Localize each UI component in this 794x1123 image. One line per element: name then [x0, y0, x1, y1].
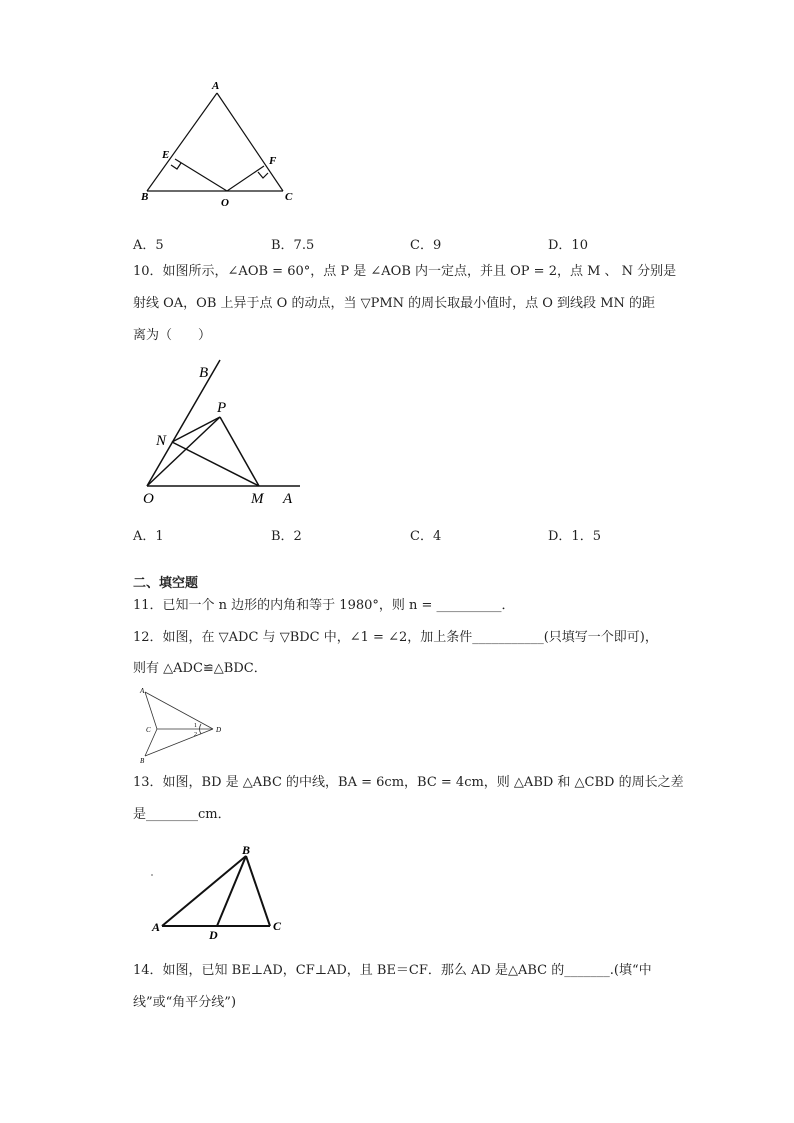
- q10-option-d: D．1．5: [548, 529, 601, 544]
- q9-label-a: A: [212, 80, 220, 92]
- q12-label-d: D: [216, 726, 222, 734]
- q9-label-o: O: [221, 197, 229, 209]
- q9-option-c: C．9: [410, 238, 442, 253]
- q10-line-1: 10．如图所示，∠AOB = 60°，点 P 是 ∠AOB 内一定点，并且 OP = 2，点 M 、 N 分别是: [133, 264, 677, 279]
- section-heading: 二、填空题: [133, 576, 199, 591]
- q12-line-1: 12．如图，在 ▽ADC 与 ▽BDC 中，∠1 = ∠2，加上条件___________(只填写一个即可)，: [133, 630, 658, 645]
- q12-label-1: 1: [194, 723, 197, 729]
- q10-label-p: P: [217, 400, 227, 416]
- q9-label-b: B: [141, 191, 149, 203]
- q12-label-2: 2: [194, 732, 197, 738]
- q12-label-a: A: [140, 687, 145, 695]
- q10-line-3: 离为（ ）: [133, 328, 212, 343]
- q12-kite-figure: [135, 684, 230, 766]
- q14-line-2: 线”或“角平分线”): [133, 995, 237, 1010]
- q9-label-e: E: [162, 149, 170, 161]
- q14-line-1: 14．如图，已知 BE⊥AD，CF⊥AD，且 BE＝CF．那么 AD 是△ABC 的_______.(填“中: [133, 963, 652, 978]
- q10-label-b: B: [199, 365, 209, 381]
- q10-option-b: B．2: [271, 529, 302, 544]
- q10-line-2: 射线 OA，OB 上异于点 O 的动点，当 ▽PMN 的周长取最小值时，点 O 到线段 MN 的距: [133, 296, 656, 311]
- q9-label-c: C: [285, 191, 293, 203]
- q10-angle-figure: [135, 355, 310, 515]
- q9-option-a: A．5: [133, 238, 164, 253]
- q9-option-d: D．10: [548, 238, 588, 253]
- q13-line-1: 13．如图，BD 是 △ABC 的中线，BA = 6cm，BC = 4cm，则 △ABD 和 △CBD 的周长之差: [133, 775, 684, 790]
- q13-line-2: 是________cm．: [133, 807, 231, 822]
- q10-option-a: A．1: [133, 529, 164, 544]
- q13-label-b: B: [242, 843, 251, 857]
- q10-label-o: O: [143, 491, 154, 507]
- q12-label-c: C: [146, 726, 151, 734]
- q12-line-2: 则有 △ADC≌△BDC．: [133, 661, 267, 676]
- q10-option-c: C．4: [410, 529, 442, 544]
- q10-label-n: N: [156, 433, 167, 449]
- q13-label-c: C: [273, 919, 282, 933]
- q9-label-f: F: [269, 155, 277, 167]
- q13-label-d: D: [209, 928, 218, 942]
- q10-label-a: A: [283, 491, 293, 507]
- q13-label-a: A: [152, 920, 161, 934]
- q9-triangle-figure: [135, 75, 305, 215]
- q13-triangle-figure: [145, 840, 295, 945]
- q12-label-b: B: [140, 757, 145, 765]
- q9-option-b: B．7.5: [271, 238, 315, 253]
- q11-text: 11．已知一个 n 边形的内角和等于 1980°，则 n = __________．: [133, 598, 515, 613]
- q10-label-m: M: [251, 491, 264, 507]
